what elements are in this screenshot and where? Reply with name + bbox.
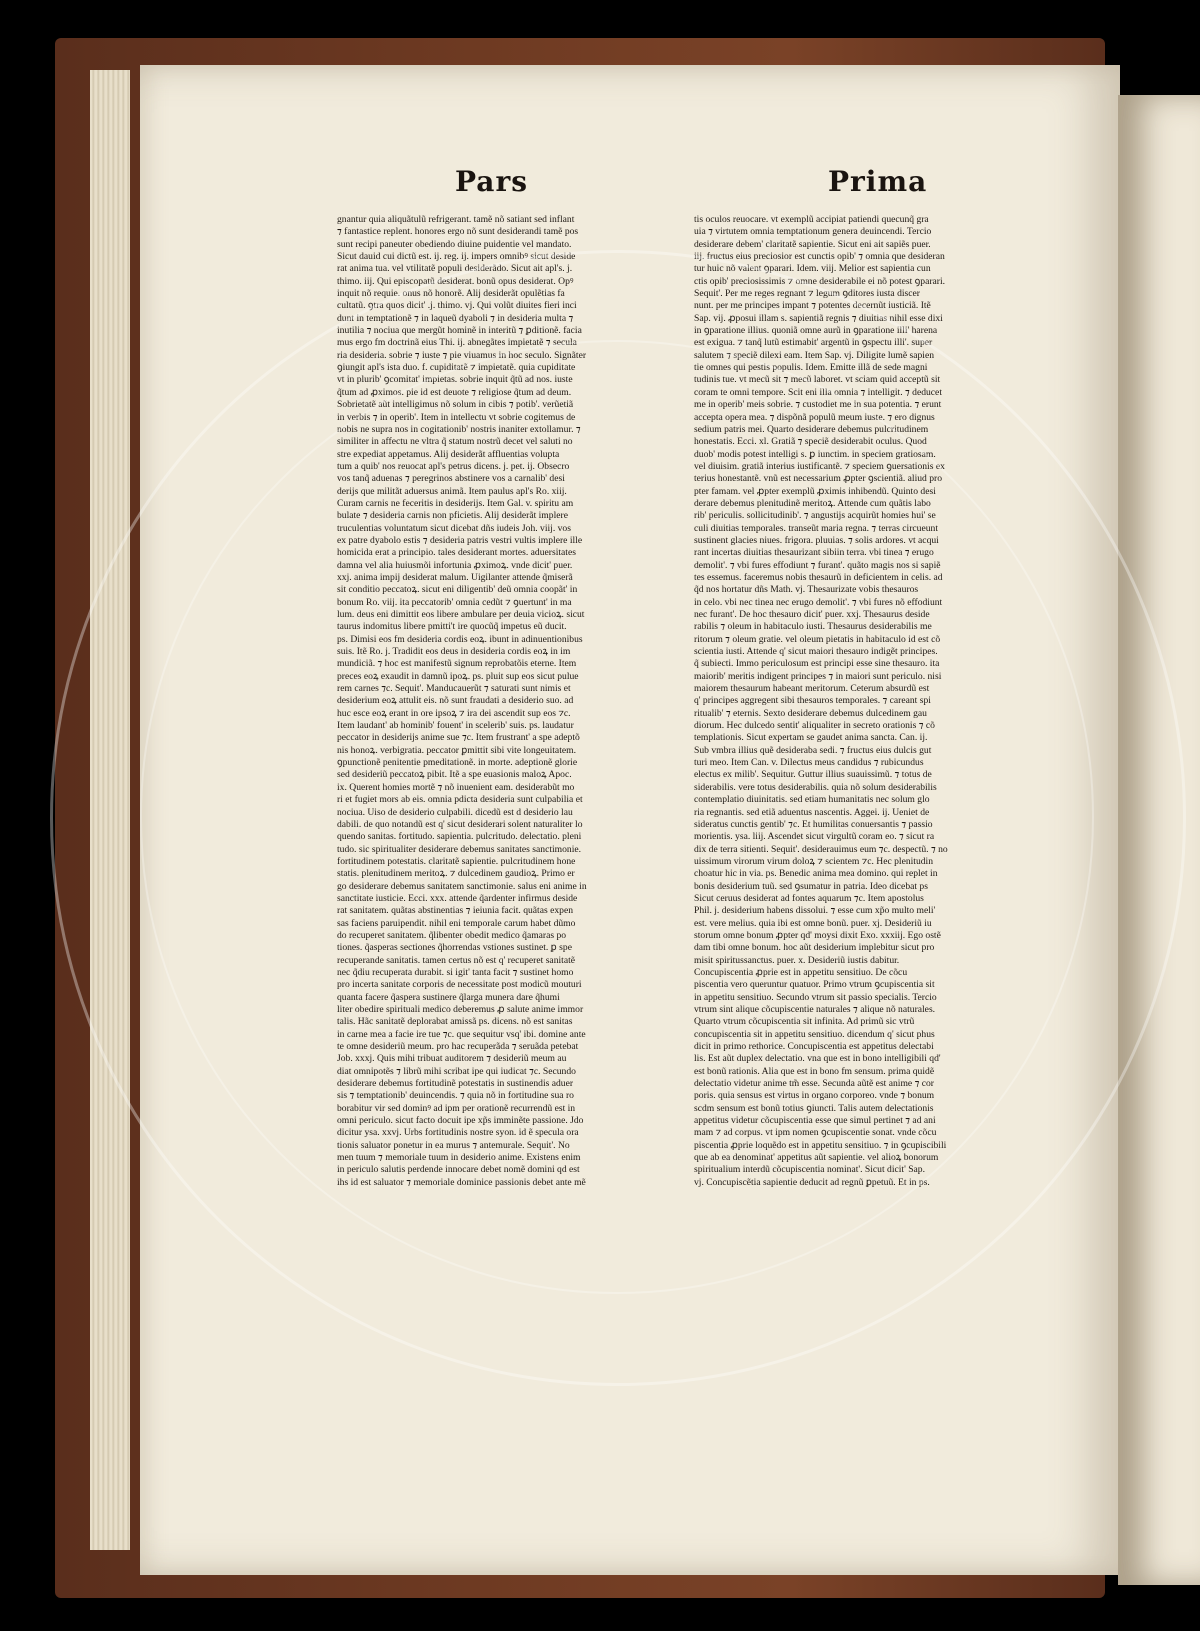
text-line: derare debemus plenitudinẽ meritoꝝ. Attende cum quãtis labo — [694, 497, 931, 509]
text-line: vt in plurib' ꝯcomitat' impietas. sobrie inquit q̃tũ ad nos. iuste — [337, 374, 573, 386]
text-line: vj. Concupiscẽtia sapientie deducit ad regnũ ꝑpetuũ. Et in ps. — [694, 1176, 930, 1188]
text-line: sit conditio peccatoꝝ. sicut eni diligentib' deũ omnia coopãt' in — [337, 584, 578, 596]
text-line: nec q̃diu recuperata durabit. si igit' tanta facit ⁊ sustinet homo — [337, 966, 574, 978]
text-line: tionis saluator ponetur in ea murus ⁊ antemurale. Sequit'. No — [337, 1139, 570, 1151]
text-line: nociua. Uiso de desiderio culpabili. dicedũ est d desiderio lau — [337, 806, 573, 818]
text-line: ⁊ fantastice replent. honores ergo nõ sunt desiderandi tamẽ pos — [337, 226, 579, 238]
text-line: derijs que militãt aduersus animã. Item paulus apl's Ro. xiij. — [337, 485, 567, 497]
text-line: Concupiscentia ꝓprie est in appetitu sensitiuo. De cõcu — [694, 966, 908, 978]
text-line: ꝯiungit apl's ista duo. f. cupiditatẽ ⁊ impietatẽ. quia cupiditate — [337, 362, 576, 374]
text-line: q̃d nos hortatur dñs Math. vj. Thesaurizate vobis thesauros — [694, 584, 919, 596]
text-line: scientia iusti. Attende q' sicut maiori thesauro indigẽt principes. — [694, 646, 938, 658]
text-line: in appetitu sensitiuo. Secundo vtrum sit passio specialis. Tercio — [694, 991, 937, 1003]
text-line: Sap. vij. ꝓposui illam s. sapientiã regnis ⁊ diuitias nihil esse dixi — [694, 312, 943, 324]
text-line: dunt in temptationẽ ⁊ in laqueũ dyaboli ⁊ in desideria multa ⁊ — [337, 312, 574, 324]
text-line: accepta opera mea. ⁊ dispõnã populũ meum iuste. ⁊ ero dignus — [694, 411, 935, 423]
text-line: tis oculos reuocare. vt exemplũ accipiat patiendi quecunq̃ gra — [694, 214, 929, 225]
text-line: damna vel alia huiusmõi infortunia ꝓximoꝝ. vnde dicit' puer. — [337, 559, 573, 571]
text-line: dicitur ysa. xxvj. Urbs fortitudinis nostre syon. id ẽ specula ora — [337, 1127, 579, 1139]
text-line: desiderare debemus fortitudinẽ potestatis in sustinendis aduer — [337, 1078, 574, 1090]
text-line: Curam carnis ne feceritis in desiderijs. Item Gal. v. spiritu am — [337, 497, 574, 509]
text-line: sed desideriũ peccatoꝝ pibit. Itẽ a spe euasionis maloꝝ Apoc. — [337, 769, 572, 781]
text-line: in carne mea a facie ire tue ⁊c. que sequitur vsq' ibi. domine ante — [337, 1028, 586, 1040]
text-line: tie omnes qui pestis populis. Idem. Emitte illã de sede magni — [694, 362, 928, 374]
text-line: Job. xxxj. Quis mihi tribuat auditorem ⁊ desideriũ meum au — [337, 1053, 567, 1065]
text-line: quendo sanitas. fortitudo. sapientia. pulcritudo. delectatio. pleni — [337, 831, 582, 843]
text-line: est bonũ rationis. Alia que est in bono fm sensum. prima quidẽ — [694, 1065, 935, 1077]
text-line: spiritualium interdũ cõcupiscentia nominat'. Sicut dicit' Sap. — [694, 1164, 925, 1176]
text-line: desiderare debem' claritatẽ sapientie. Sicut eni ait sapiẽs puer. — [694, 238, 931, 250]
text-line: Sequit'. Per me reges regnant ⁊ legum ꝯditores iusta discer — [694, 288, 920, 300]
text-line: dam tibi omne bonum. hoc aũt desiderium implebitur sicut pro — [694, 942, 935, 954]
text-line: inquit nõ requie. onus nõ honorẽ. Alij desiderãt opulẽtias fa — [337, 288, 565, 300]
text-line: bonis desiderium tuũ. sed ꝯsumatur in patria. Ideo dicebat ps — [694, 880, 928, 892]
text-line: ria regnantis. sed etiã aduentus nascentis. Aggei. ij. Ueniet de — [694, 806, 930, 818]
text-line: sanctitate iusticie. Ecci. xxx. attende q̃ardenter infirmus deside — [337, 892, 578, 904]
text-line: vos tanq̃ aduenas ⁊ peregrinos abstinere vos a carnalib' desi — [337, 473, 565, 485]
text-line: sedium patris mei. Quarto desiderare debemus pulcritudinem — [694, 423, 929, 435]
text-line: uissimum virorum virum doloꝝ ⁊ scientem ⁊c. Hec plenitudin — [694, 855, 934, 867]
text-line: q' principes aggregent sibi thesauros temporales. ⁊ careant spi — [694, 695, 931, 707]
text-line: culi diuitias temporales. transeũt maria regna. ⁊ terras circueunt — [694, 522, 938, 534]
text-line: rib' periculis. sollicitudinib'. ⁊ angustijs acquirũt homies hui' se — [694, 510, 936, 522]
text-line: nobis ne supra nos in cogitationib' nostris inaniter extollamur. ⁊ — [337, 423, 581, 435]
text-line: rem carnes ⁊c. Sequit'. Manducauerũt ⁊ saturati sunt nimis et — [337, 683, 571, 695]
text-line: in celo. vbi nec tinea nec erugo demolit'. ⁊ vbi fures nõ effodiunt — [694, 596, 943, 608]
text-line: tur huic nõ valent ꝯparari. Idem. viij. Melior est sapientia cun — [694, 263, 931, 275]
text-line: recuperande sanitatis. tamen certus nõ est q' recuperet sanitatẽ — [337, 954, 576, 966]
text-line: homicida erat a principio. tales desiderant mortes. aduersitates — [337, 547, 576, 559]
text-line: demolit'. ⁊ vbi fures effodiunt ⁊ furant'. quãto magis nos si sapiẽ — [694, 559, 941, 571]
text-line: lis. Est aũt duplex delectatio. vna que est in bono intelligibili qd' — [694, 1053, 941, 1065]
text-line: lum. deus eni dimittit eos libere ambulare per deuia vicioꝝ. sicut — [337, 609, 585, 620]
text-line: contemplatio diuinitatis. sed etiam humanitatis nec solum glo — [694, 794, 930, 806]
text-line: rat anima tua. vel vtilitatẽ populi desiderãdo. Sicut ait apl's. j. — [337, 263, 573, 275]
text-line: dabili. de quo notandũ est q' sicut desiderari solent naturaliter lo — [337, 818, 583, 830]
text-line: terius honestantẽ. vnũ est necessarium ꝓpter ꝯscientiã. aliud pro — [694, 473, 943, 485]
text-line: dix de terra sitienti. Sequit'. desiderauimus eum ⁊c. despectũ. ⁊ no — [694, 843, 948, 855]
text-line: vtrum sint alique cõcupiscentie naturales ⁊ alique nõ naturales. — [694, 1004, 936, 1015]
text-line: honestatis. Ecci. xl. Gratiã ⁊ speciẽ desiderabit oculus. Quod — [694, 436, 927, 448]
text-line: similiter in affectu ne vltra q̃ statum nostrũ decet vel saluti no — [337, 436, 573, 448]
text-line: Sicut ceruus desiderat ad fontes aquarum ⁊c. Item apostolus — [694, 892, 924, 904]
text-line: scdm sensum est bonũ totius ꝯiuncti. Talis autem delectationis — [694, 1102, 934, 1114]
text-line: dicit in primo rethorice. Concupiscentia est appetitus delectabi — [694, 1041, 934, 1053]
text-line: statis. plenitudinem meritoꝝ. ⁊ dulcedinem gaudioꝝ. Primo er — [337, 868, 575, 880]
text-line: poris. quia sensus est virtus in organo corporeo. vnde ⁊ bonum — [694, 1090, 935, 1102]
text-line: tes essemus. faceremus nobis thesaurũ in deficientem in celis. ad — [694, 571, 943, 583]
text-line: Quarto vtrum cõcupiscentia sit infinita. Ad primũ sic vtrũ — [694, 1016, 915, 1028]
text-line: vel diuisim. gratiã interius iustificantẽ. ⁊ speciem ꝯuersationis ex — [694, 460, 945, 472]
text-line: turi meo. Item Can. v. Dilectus meus candidus ⁊ rubicundus — [694, 757, 924, 769]
running-header-left: Pars — [455, 165, 528, 198]
running-header-right: Prima — [828, 165, 928, 198]
text-line: electus ex milib'. Sequitur. Guttur illius suauissimũ. ⁊ totus de — [694, 769, 932, 781]
text-line: q̃tum ad ꝓximos. pie id est deuote ⁊ religiose q̃tum ad deum. — [337, 386, 572, 398]
text-line: ps. Dimisi eos fm desideria cordis eoꝝ. ibunt in adinuentionibus — [337, 633, 583, 645]
text-line: desiderium eoꝝ attulit eis. nõ sunt fraudati a desiderio suo. ad — [337, 695, 574, 707]
text-line: delectatio videtur anime tm̃ esse. Secunda aũtẽ est anime ⁊ cor — [694, 1078, 934, 1090]
text-line: concupiscentia sit in appetitu sensitiuo. dicendum q' sicut phus — [694, 1028, 935, 1040]
text-line: in ꝯparatione illius. quoniã omne aurũ in ꝯparatione illi' harena — [694, 325, 938, 337]
text-line: sustinent glacies niues. frigora. pluuias. ⁊ solis ardores. vt acqui — [694, 534, 939, 546]
text-line: in verbis ⁊ in operib'. Item in intellectu vt sobrie cogitemus de — [337, 411, 576, 423]
text-line: sis ⁊ temptationib' deuincendis. ⁊ quia nõ in fortitudine sua ro — [337, 1090, 574, 1102]
text-line: salutem ⁊ speciẽ dilexi eam. Item Sap. vj. Diligite lumẽ sapien — [694, 349, 935, 361]
text-line: bonum Ro. viij. ita peccatorib' omnia cedũt ⁊ ꝯuertunt' in ma — [337, 596, 572, 608]
text-line: ꝯpunctionẽ penitentie pmeditationẽ. in morte. adeptionẽ glorie — [337, 757, 578, 769]
text-line: liter obedire spirituali medico deberemus ꝓ salute anime immor — [337, 1004, 584, 1015]
text-line: sas faciens paruipendit. nihil eni temporale carum habet dũmo — [337, 917, 576, 929]
text-column-right — [694, 214, 1024, 1269]
text-line: nunt. per me principes impant ⁊ potentes decernũt iusticiã. Itẽ — [694, 300, 931, 312]
text-line: rant incertas diuitias thesaurizant sibiin terra. vbi tinea ⁊ erugo — [694, 547, 934, 559]
text-line: morientis. ysa. liij. Ascendet sicut virgultũ coram eo. ⁊ sicut ra — [694, 831, 935, 843]
text-line: go desiderare debemus sanitatem sanctimonie. salus eni anime in — [337, 880, 587, 892]
text-line: iij. fructus eius preciosior est cunctis opib' ⁊ omnia que desideran — [694, 251, 945, 263]
text-line: mam ⁊ ad corpus. vt ipm nomen ꝯcupiscentie sonat. vnde cõcu — [694, 1127, 937, 1139]
text-line: piscentia vero queruntur quatuor. Primo vtrum ꝯcupiscentia sit — [694, 979, 935, 991]
text-line: nec furant'. De hoc thesauro dicit' puer. xxj. Thesaurus deside — [694, 609, 930, 620]
text-line: ihs id est saluator ⁊ memoriale dominice passionis debet ante mẽ — [337, 1176, 586, 1188]
text-line: ix. Querent homies mortẽ ⁊ nõ inuenient eam. desiderabũt mo — [337, 781, 575, 793]
text-line: xxj. anima impij desiderat malum. Uigilanter attende q̃miserã — [337, 571, 573, 583]
page-edges — [90, 70, 130, 1550]
text-line: misit spiritussanctus. puer. x. Desideriũ iustis dabitur. — [694, 954, 900, 966]
text-line: tum a quib' nos reuocat apl's petrus dicens. j. pet. ij. Obsecro — [337, 460, 570, 472]
text-line: Phil. j. desiderium habens dissolui. ⁊ esse cum xp̃o multo meli' — [694, 905, 936, 917]
text-line: piscentia ꝓprie loquẽdo est in appetitu sensitiuo. ⁊ in ꝯcupiscibili — [694, 1139, 947, 1151]
text-line: templationis. Sicut expertam se gaudet anima sancta. Can. ij. — [694, 732, 928, 744]
text-line: rabilis ⁊ oleum in habitaculo iusti. Thesaurus desiderabilis me — [694, 621, 932, 633]
text-line: in periculo salutis perdende innocare debet nomẽ domini qd est — [337, 1164, 580, 1176]
text-line: rat sanitatem. quãtas abstinentias ⁊ ieiunia facit. quãtas expen — [337, 905, 574, 917]
text-line: maiorib' meritis indigent principes ⁊ in maiori sunt periculo. nisi — [694, 670, 942, 682]
text-line: omni periculo. sicut facto docuit ipe xp̃s imminẽte passione. Jdo — [337, 1115, 584, 1127]
text-line: q̃ subiecti. Immo periculosum est principi esse sine thesauro. ita — [694, 658, 940, 670]
text-line: mundiciã. ⁊ hoc est manifestũ signum reprobatõis eterne. Item — [337, 658, 577, 670]
text-line: Sub vmbra illius quẽ desideraba sedi. ⁊ fructus eius dulcis gut — [694, 744, 932, 756]
text-line: uia ⁊ virtutem omnia temptationum genera deuincendi. Tercio — [694, 226, 932, 238]
text-line: truculentias voluntatum sicut dicebat dñs iudeis Joh. viij. vos — [337, 522, 571, 534]
text-line: diat omnipotẽs ⁊ librũ mihi scribat ipe qui iudicat ⁊c. Secundo — [337, 1065, 576, 1077]
text-line: duob' modis potest intelligi s. ꝑ iunctim. in speciem gratiosam. — [694, 448, 936, 460]
text-line: thimo. iij. Qui episcopatũ desiderat. bonũ opus desiderat. Opꝰ — [337, 275, 574, 287]
text-line: est. vere melius. quia ibi est omne bonũ. puer. xj. Desideriũ iu — [694, 917, 932, 929]
text-line: stre expediat appetamus. Alij desiderãt affluentias volupta — [337, 448, 560, 460]
text-line: suis. Itẽ Ro. j. Tradidit eos deus in desideria cordis eoꝝ in im — [337, 646, 571, 658]
text-line: tudinis tue. vt mecũ sit ⁊ mecũ laboret. vt sciam quid acceptũ sit — [694, 374, 941, 386]
text-line: huc esce eoꝝ erant in ore ipsoꝝ ⁊ ira dei ascendit sup eos ⁊c. — [337, 707, 571, 719]
text-line: men tuum ⁊ memoriale tuum in desiderio anime. Existens enim — [337, 1152, 581, 1164]
text-line: ria desideria. sobrie ⁊ iuste ⁊ pie viuamus in hoc seculo. Signãter — [337, 349, 587, 361]
text-line: do recuperet sanitatem. q̃libenter obedit medico q̃amaras po — [337, 929, 567, 941]
text-line: choatur hic in via. ps. Benedic anima mea domino. qui replet in — [694, 868, 938, 880]
text-line: cultatũ. ꝯtra quos dicit' .j. thimo. vj. Qui volũt diuites fieri inci — [337, 300, 577, 312]
text-line: nis honoꝝ. verbigratia. peccator ꝑmittit sibi vite longeuitatem. — [337, 744, 576, 756]
text-line: storum omne bonum ꝓpter qd' moysi dixit Exo. xxxiij. Ego ostẽ — [694, 929, 941, 941]
text-line: mus ergo fm doctrinã eius Thi. ij. abnegãtes impietatẽ ⁊ secula — [337, 337, 577, 349]
text-line: borabitur vir sed dominꝰ ad ipm per orationẽ recurrendũ est in — [337, 1102, 576, 1114]
text-line: que ab ea denominat' appetitus aũt sapientie. vel alioꝝ bonorum — [694, 1152, 939, 1164]
text-line: Item laudant' ab hominib' fouent' in scelerib' suis. ps. laudatur — [337, 720, 574, 732]
text-line: quanta facere q̃aspera sustinere q̃larga munera dare q̃humi — [337, 991, 560, 1003]
text-line: est exigua. ⁊ tanq̃ lutũ estimabit' argentũ in ꝯspectu illi'. super — [694, 337, 933, 349]
text-line: taurus indomitus libere pmitti't ire quocũq̃ impetus eũ ducit. — [337, 621, 567, 633]
text-line: ritorum ⁊ oleum gratie. vel oleum pietatis in habitaculo id est cõ — [694, 633, 941, 645]
text-line: gnantur quia aliquãtulũ refrigerant. tamẽ nõ satiant sed inflant — [337, 214, 575, 225]
text-line: coram te omni tempore. Scit eni illa omnia ⁊ intelligit. ⁊ deducet — [694, 386, 942, 398]
text-line: pter famam. vel ꝓpter exemplũ ꝓximis inhibendũ. Quinto desi — [694, 485, 936, 497]
text-line: tudo. sic spiritualiter desiderare debemus sanitates sanctimonie. — [337, 843, 582, 855]
text-line: inutilia ⁊ nociua que mergũt hominẽ in interitũ ⁊ ꝑditionẽ. facia — [337, 325, 582, 337]
text-line: bulate ⁊ desideria carnis non pficietis. Alij desiderãt implere — [337, 510, 568, 522]
text-line: preces eoꝝ exaudit in damnũ ipoꝝ. ps. pluit sup eos sicut puluе — [337, 670, 579, 682]
text-line: sunt recipi paneuter obediendo diuine puidentie vel mandato. — [337, 238, 572, 250]
text-line: maiorem thesaurum habeant meritorum. Ceterum absurdũ est — [694, 683, 930, 695]
text-line: siderabilis. vere totus desiderabilis. quia nõ solum desiderabilis — [694, 781, 937, 793]
text-line: ctis opib' preciosissimis ⁊ omne desiderabile ei nõ potest ꝯparari. — [694, 275, 946, 287]
text-line: me in operib' meis sobrie. ⁊ custodiet me in sua potentia. ⁊ erunt — [694, 399, 942, 411]
text-line: sideratus cunctis gentib' ⁊c. Et humilitas conuersantis ⁊ passio — [694, 818, 933, 830]
text-line: te omne desideriũ meum. pro hac recuperãda ⁊ seruãda petebat — [337, 1041, 579, 1053]
text-line: peccator in desiderijs anime sue ⁊c. Item frustrant' a spe adeptõ — [337, 732, 580, 744]
text-line: ritualib' ⁊ eternis. Sexto desiderare debemus dulcedinem gau — [694, 707, 927, 719]
text-line: ex patre dyabolo estis ⁊ desideria patris vestri vultis implere ille — [337, 534, 583, 546]
text-line: fortitudinem potestatis. claritatẽ sapientie. pulcritudinem hone — [337, 855, 576, 867]
text-line: talis. Hãc sanitatẽ deplorabat amissã ps. dicens. nõ est sanitas — [337, 1016, 573, 1028]
facing-page-edge — [1118, 95, 1200, 1585]
text-line: tiones. q̃asperas sectiones q̃horrendas vstiones sustinet. ꝑ spe — [337, 942, 572, 954]
text-line: diorum. Hec dulcedo sentit' aliqualiter in secreto orationis ⁊ cõ — [694, 720, 935, 732]
text-line: ri et fugiet mors ab eis. omnia pdicta desideria sunt culpabilia et — [337, 794, 583, 806]
text-line: Sicut dauid cui dictũ est. ij. reg. ij. impers omnibꝰ sicut deside — [337, 251, 576, 263]
text-line: appetitus videtur cõcupiscentia esse que simul pertinet ⁊ ad ani — [694, 1115, 936, 1127]
text-column-left — [337, 214, 667, 1264]
text-line: pro incerta sanitate corporis de necessitate post modicũ mouturi — [337, 979, 582, 991]
text-line: Sobrietatẽ aũt intelligimus nõ solum in cibis ⁊ potib'. verũetiã — [337, 399, 574, 411]
